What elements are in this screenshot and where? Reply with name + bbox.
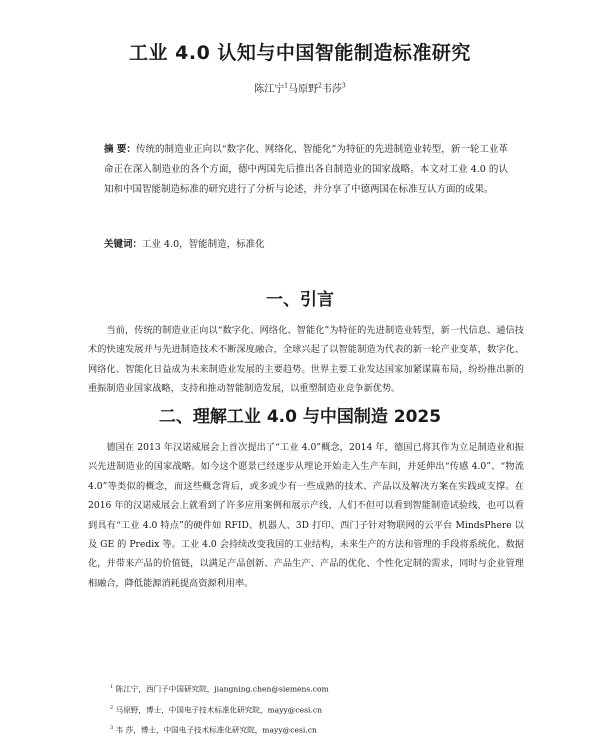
footnote-mark: 1 <box>110 684 114 690</box>
footnote-text: 陈江宁，西门子中国研究院，jiangning.chen@siemens.com <box>115 684 329 694</box>
footnote <box>110 699 530 720</box>
paragraph: 当前，传统的制造业正向以“数字化、网络化、智能化”为特征的先进制造业转型，新一代信息、通信技术的快速发展并与先进制造技术不断深度融合，全球兴起了以智能制造为代表的新一轮产业变革，数字化、网络化、智能化日益成为未来制造业发展的主要趋势。世界主要工业发达国家加紧谋篇布局，纷纷推出新的重振制造业国家战略，支持和推动智能制造发展，以重塑制造业竞争新优势。 <box>88 325 524 395</box>
footnote-text: 马原野，博士，中国电子技术标准化研究院，mayy@cesi.cn <box>115 705 323 715</box>
author-name: 马原野 <box>288 84 319 95</box>
footnotes <box>110 678 530 740</box>
author-mark: 1 <box>284 82 289 90</box>
section-body <box>88 438 524 593</box>
section-heading: 二、理解工业 4.0 与中国制造 2025 <box>158 407 442 427</box>
paper-title: 工业 4.0 认知与中国智能制造标准研究 <box>129 42 471 64</box>
abstract-text: 传统的制造业正向以“数字化、网络化、智能化”为特征的先进制造业转型，新一轮工业革命正在深入制造业的各个方面，德中两国先后推出各自制造业的国家战略。本文对工业 4.0 的认知和中国智能制造标准的研究进行了分析与论述，并分享了中德两国在标准互认方面的成果。 <box>104 144 508 195</box>
author-line <box>0 80 600 95</box>
author-mark: 3 <box>341 82 346 90</box>
abstract-label: 摘 要： <box>104 144 136 155</box>
paragraph: 德国在 2013 年汉诺威展会上首次提出了“工业 4.0”概念，2014 年，德国已将其作为立足制造业和振兴先进制造业的国家战略。如今这个愿景已经逐步从理论开始走入生产车间，并延伸出“传感 4.0”、“物流 4.0”等类似的概念，而这些概念背后，或多或少有一些成熟的技术、产品以及解决方案在实践或支撑。在 2016 年的汉诺威展会上就看到了许多应用案例和展示产线，人们不但可以看到智能制造试验线，也可以看到具有“工业 4.0 特点”的硬件如 RFID、机器人、3D 打印、西门子针对物联网的云平台 MindsPhere 以及 GE 的 Predix 等。工业 4.0 会持续改变我国的工业结构，未来生产的方法和管理的手段将系统化、数据化，并带来产品的价值链，以满足产品创新、产品生产、产品的优化、个性化定制的需求，同时与企业管理相融合，降低能源消耗提高资源利用率。 <box>88 442 524 589</box>
footnote <box>110 719 530 740</box>
author-mark: 2 <box>318 82 322 90</box>
section-body <box>88 321 524 399</box>
footnote-text: 韦 莎，博士，中国电子技术标准化研究院，mayy@cesi.cn <box>115 725 317 735</box>
keywords <box>104 236 508 250</box>
keywords-text: 工业 4.0，智能制造，标准化 <box>142 239 265 250</box>
keywords-label: 关键词： <box>104 239 143 250</box>
author-name: 陈江宁 <box>254 84 285 95</box>
author-name: 韦莎 <box>321 84 342 95</box>
abstract <box>104 140 508 200</box>
footnote-mark: 3 <box>110 725 114 732</box>
footnote-mark: 2 <box>110 704 114 711</box>
footnote <box>110 678 530 699</box>
section-heading: 一、引言 <box>266 290 334 310</box>
